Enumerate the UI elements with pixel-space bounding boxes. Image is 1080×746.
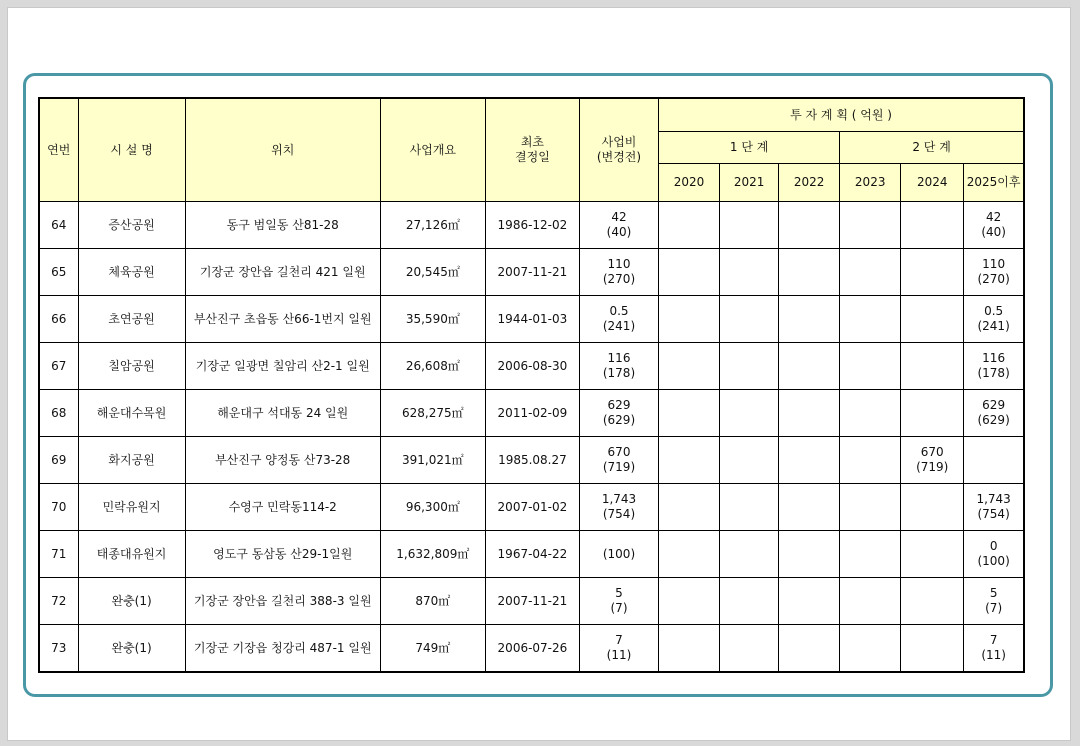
- cell-2025-later-value: 116: [982, 351, 1006, 365]
- cell-name: 완충(1): [78, 625, 185, 673]
- cell-2022: [779, 437, 840, 484]
- cell-area: 628,275㎡: [380, 390, 485, 437]
- cell-2023: [840, 484, 901, 531]
- cell-area: 26,608㎡: [380, 343, 485, 390]
- cell-2020: [659, 296, 720, 343]
- cell-no: 65: [39, 249, 78, 296]
- header-year-2023: 2023: [840, 164, 901, 202]
- cell-2025-later: [964, 437, 1024, 484]
- cell-area: 27,126㎡: [380, 202, 485, 249]
- cell-2021: [720, 343, 779, 390]
- cell-no: 69: [39, 437, 78, 484]
- header-stage2: 2 단 계: [840, 132, 1024, 164]
- cell-2025-later-value: 1,743: [976, 492, 1011, 506]
- cell-cost-previous: (100): [602, 546, 636, 561]
- cell-no: 72: [39, 578, 78, 625]
- cell-location: 영도구 동삼동 산29-1일원: [185, 531, 380, 578]
- cell-name: 체육공원: [78, 249, 185, 296]
- cell-2020: [659, 484, 720, 531]
- cell-2025-later-value: 110: [982, 257, 1006, 271]
- cell-2024-value: 670: [920, 445, 944, 459]
- cell-2022: [779, 531, 840, 578]
- cell-2023: [840, 249, 901, 296]
- cell-name: 칠암공원: [78, 343, 185, 390]
- cell-no: 67: [39, 343, 78, 390]
- cell-2024: [901, 531, 964, 578]
- cell-2023: [840, 531, 901, 578]
- cell-2022: [779, 390, 840, 437]
- cell-no: 70: [39, 484, 78, 531]
- table-row: [39, 437, 1024, 484]
- cell-no: 73: [39, 625, 78, 673]
- table-row: [39, 390, 1024, 437]
- cell-no: 68: [39, 390, 78, 437]
- cell-cost: [579, 437, 658, 484]
- table-row: [39, 249, 1024, 296]
- cell-name: 민락유원지: [78, 484, 185, 531]
- cell-2022: [779, 296, 840, 343]
- header-plan: 투 자 계 획 ( 억원 ): [659, 98, 1024, 132]
- header-no: 연번: [39, 98, 78, 202]
- cell-2025-later-previous: (178): [977, 366, 1010, 380]
- header-cost-line1: 사업비: [601, 135, 637, 149]
- investment-table: [38, 97, 1025, 673]
- cell-2023: [840, 625, 901, 673]
- cell-cost-value: 1,743: [601, 492, 637, 506]
- cell-2021: [720, 249, 779, 296]
- cell-2023: [840, 437, 901, 484]
- cell-2024: [901, 202, 964, 249]
- cell-location: 기장군 기장읍 청강리 487-1 일원: [185, 625, 380, 673]
- cell-2024: [901, 296, 964, 343]
- header-decided: [485, 98, 579, 202]
- cell-2025-later: [964, 484, 1024, 531]
- cell-area: 96,300㎡: [380, 484, 485, 531]
- header-year-2021: 2021: [720, 164, 779, 202]
- cell-2025-later: [964, 202, 1024, 249]
- cell-date: 2006-07-26: [485, 625, 579, 673]
- cell-2021: [720, 437, 779, 484]
- cell-cost-previous: (7): [610, 601, 628, 615]
- cell-cost-value: 670: [607, 445, 631, 459]
- cell-cost: [579, 484, 658, 531]
- cell-2022: [779, 249, 840, 296]
- cell-name: 증산공원: [78, 202, 185, 249]
- cell-2022: [779, 202, 840, 249]
- header-name: 시 설 명: [78, 98, 185, 202]
- header-cost-line2: (변경전): [596, 150, 642, 164]
- cell-2022: [779, 484, 840, 531]
- cell-cost-value: 116: [607, 351, 631, 365]
- cell-2025-later: [964, 343, 1024, 390]
- cell-2020: [659, 343, 720, 390]
- cell-area: 749㎡: [380, 625, 485, 673]
- cell-cost-previous: (11): [606, 648, 632, 662]
- cell-2024-previous: (719): [916, 460, 949, 474]
- cell-cost: [579, 296, 658, 343]
- table-row: [39, 343, 1024, 390]
- cell-2025-later-previous: (40): [981, 225, 1006, 239]
- table-row: [39, 531, 1024, 578]
- cell-2025-later-previous: (100): [977, 554, 1010, 568]
- cell-2025-later-previous: (7): [985, 601, 1003, 615]
- cell-cost-value: 0.5: [609, 304, 629, 318]
- cell-date: 1967-04-22: [485, 531, 579, 578]
- cell-name: 태종대유원지: [78, 531, 185, 578]
- cell-cost: [579, 531, 658, 578]
- cell-2022: [779, 343, 840, 390]
- cell-2025-later-value: 0: [989, 539, 998, 553]
- cell-2025-later-value: 42: [985, 210, 1002, 224]
- cell-2024: [901, 343, 964, 390]
- cell-2023: [840, 390, 901, 437]
- cell-cost-previous: (178): [602, 366, 636, 380]
- cell-2023: [840, 578, 901, 625]
- cell-2020: [659, 202, 720, 249]
- cell-no: 71: [39, 531, 78, 578]
- cell-2025-later: [964, 531, 1024, 578]
- cell-cost-previous: (241): [602, 319, 636, 333]
- cell-2024: [901, 484, 964, 531]
- cell-location: 기장군 장안읍 길천리 388-3 일원: [185, 578, 380, 625]
- cell-2025-later: [964, 578, 1024, 625]
- cell-2025-later-value: 629: [982, 398, 1006, 412]
- cell-cost: [579, 202, 658, 249]
- cell-2023: [840, 202, 901, 249]
- header-year-2020: 2020: [659, 164, 720, 202]
- cell-2025-later: [964, 390, 1024, 437]
- header-decided-line1: 최초: [520, 135, 545, 149]
- cell-2025-later-value: 5: [989, 586, 998, 600]
- cell-location: 수영구 민락동114-2: [185, 484, 380, 531]
- cell-2024: [901, 625, 964, 673]
- cell-cost: [579, 578, 658, 625]
- cell-area: 1,632,809㎡: [380, 531, 485, 578]
- cell-2025-later-previous: (241): [977, 319, 1010, 333]
- cell-area: 870㎡: [380, 578, 485, 625]
- cell-2021: [720, 578, 779, 625]
- cell-cost-value: 7: [615, 633, 623, 647]
- cell-cost: [579, 390, 658, 437]
- cell-2020: [659, 625, 720, 673]
- header-decided-line2: 결정일: [515, 150, 550, 164]
- cell-cost-previous: (754): [602, 507, 636, 521]
- cell-2023: [840, 296, 901, 343]
- cell-2022: [779, 578, 840, 625]
- cell-2020: [659, 531, 720, 578]
- cell-2020: [659, 437, 720, 484]
- cell-cost: [579, 343, 658, 390]
- cell-name: 완충(1): [78, 578, 185, 625]
- header-stage1: 1 단 계: [659, 132, 840, 164]
- cell-2020: [659, 249, 720, 296]
- header-year-2025-later: 2025이후: [964, 164, 1024, 202]
- table-row: [39, 578, 1024, 625]
- cell-date: 2007-11-21: [485, 249, 579, 296]
- cell-date: 2011-02-09: [485, 390, 579, 437]
- cell-2020: [659, 390, 720, 437]
- cell-date: 2006-08-30: [485, 343, 579, 390]
- cell-cost-previous: (629): [602, 413, 636, 427]
- cell-2025-later-value: 0.5: [984, 304, 1004, 318]
- cell-cost: [579, 249, 658, 296]
- table-row: [39, 625, 1024, 673]
- cell-date: 1986-12-02: [485, 202, 579, 249]
- cell-location: 기장군 장안읍 길천리 421 일원: [185, 249, 380, 296]
- cell-2021: [720, 484, 779, 531]
- cell-2024: [901, 437, 964, 484]
- header-year-2022: 2022: [779, 164, 840, 202]
- table-row: [39, 202, 1024, 249]
- cell-date: 1985.08.27: [485, 437, 579, 484]
- cell-area: 35,590㎡: [380, 296, 485, 343]
- header-location: 위치: [185, 98, 380, 202]
- cell-cost-value: 42: [611, 210, 627, 224]
- header-cost: [579, 98, 658, 202]
- table-row: [39, 296, 1024, 343]
- header-year-2024: 2024: [901, 164, 964, 202]
- cell-cost-previous: (40): [606, 225, 632, 239]
- cell-2025-later-previous: (270): [977, 272, 1010, 286]
- cell-location: 동구 범일동 산81-28: [185, 202, 380, 249]
- cell-2025-later-previous: (11): [981, 648, 1006, 662]
- cell-2022: [779, 625, 840, 673]
- cell-2025-later-value: 7: [989, 633, 998, 647]
- cell-2021: [720, 296, 779, 343]
- cell-no: 66: [39, 296, 78, 343]
- cell-2023: [840, 343, 901, 390]
- cell-no: 64: [39, 202, 78, 249]
- cell-name: 초연공원: [78, 296, 185, 343]
- table-body: [39, 202, 1024, 673]
- cell-2021: [720, 531, 779, 578]
- cell-name: 해운대수목원: [78, 390, 185, 437]
- cell-2025-later-previous: (629): [977, 413, 1010, 427]
- cell-cost-previous: (270): [602, 272, 636, 286]
- cell-location: 부산진구 양정동 산73-28: [185, 437, 380, 484]
- cell-cost-value: 5: [615, 586, 623, 600]
- cell-2020: [659, 578, 720, 625]
- cell-cost-value: 110: [607, 257, 631, 271]
- table-row: [39, 484, 1024, 531]
- cell-date: 1944-01-03: [485, 296, 579, 343]
- cell-2024: [901, 578, 964, 625]
- cell-2024: [901, 390, 964, 437]
- cell-location: 기장군 일광면 칠암리 산2-1 일원: [185, 343, 380, 390]
- cell-name: 화지공원: [78, 437, 185, 484]
- cell-2025-later: [964, 625, 1024, 673]
- cell-area: 20,545㎡: [380, 249, 485, 296]
- cell-cost-value: 629: [607, 398, 631, 412]
- header-overview: 사업개요: [380, 98, 485, 202]
- cell-date: 2007-01-02: [485, 484, 579, 531]
- cell-location: 부산진구 초읍동 산66-1번지 일원: [185, 296, 380, 343]
- cell-cost: [579, 625, 658, 673]
- cell-2021: [720, 202, 779, 249]
- cell-2024: [901, 249, 964, 296]
- cell-2021: [720, 390, 779, 437]
- cell-cost-previous: (719): [602, 460, 636, 474]
- cell-location: 해운대구 석대동 24 일원: [185, 390, 380, 437]
- cell-date: 2007-11-21: [485, 578, 579, 625]
- cell-2025-later: [964, 296, 1024, 343]
- cell-2025-later-previous: (754): [977, 507, 1010, 521]
- cell-2021: [720, 625, 779, 673]
- cell-2025-later: [964, 249, 1024, 296]
- cell-area: 391,021㎡: [380, 437, 485, 484]
